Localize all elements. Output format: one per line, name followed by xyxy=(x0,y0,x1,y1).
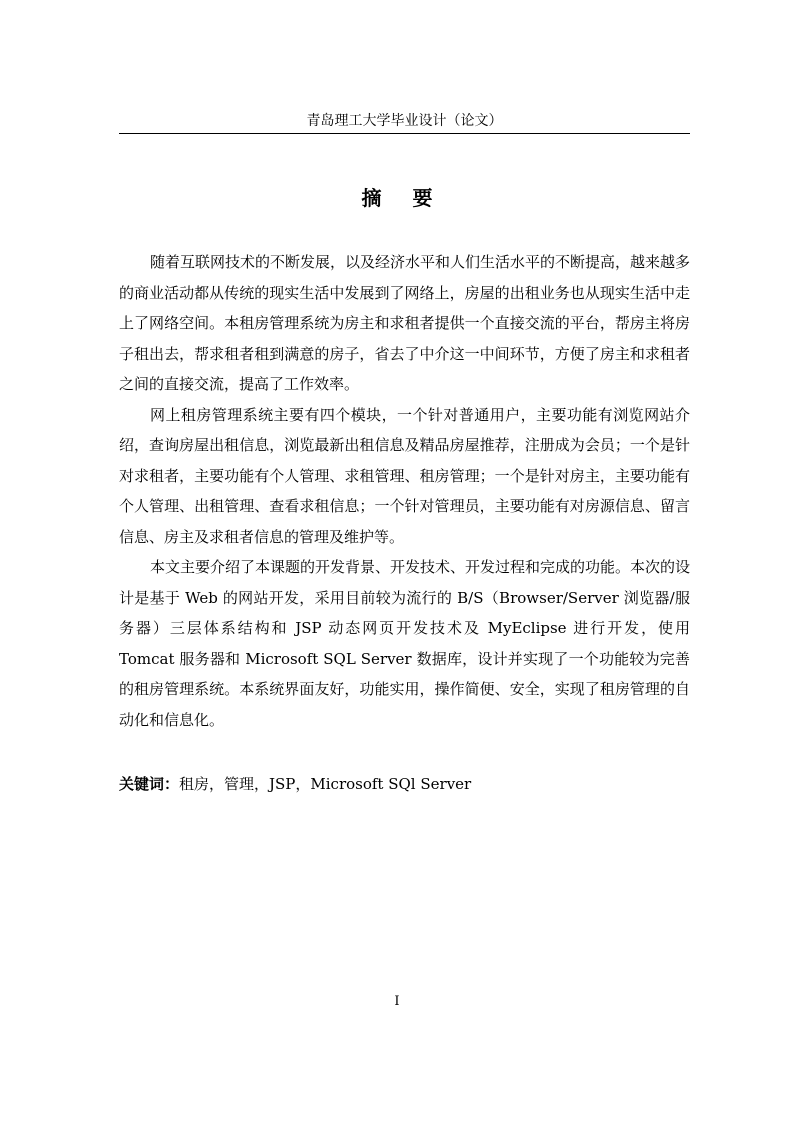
abstract-title: 摘 要 xyxy=(361,186,445,210)
keywords-value: 租房，管理，JSP，Microsoft SQl Server xyxy=(179,775,472,793)
abstract-paragraph-2: 网上租房管理系统主要有四个模块，一个针对普通用户，主要功能有浏览网站介绍，查询房屋出租信息，浏览最新出租信息及精品房屋推荐，注册成为会员；一个是针对求租者，主要功能有个人管理、求租管理、租房管理；一个是针对房主，主要功能有个人管理、出租管理、查看求租信息；一个针对管理员，主要功能有对房源信息、留言信息、房主及求租者信息的管理及维护等。 xyxy=(119,405,690,546)
keywords-label: 关键词： xyxy=(119,775,180,793)
abstract-paragraph-1: 随着互联网技术的不断发展，以及经济水平和人们生活水平的不断提高，越来越多的商业活动都从传统的现实生活中发展到了网络上，房屋的出租业务也从现实生活中走上了网络空间。本租房管理系统为房主和求租者提供一个直接交流的平台，帮房主将房子租出去，帮求租者租到满意的房子，省去了中介这一中间环节，方便了房主和求租者之间的直接交流，提高了工作效率。 xyxy=(119,253,691,393)
header-text: 青岛理工大学毕业设计（论文） xyxy=(306,113,503,129)
abstract-body xyxy=(119,247,690,735)
abstract-paragraph-3: 本文主要介绍了本课题的开发背景、开发技术、开发过程和完成的功能。本次的设计是基于 Web 的网站开发，采用目前较为流行的 B/S（Browser/Server 浏览器/服务器）三层体系结构和 JSP 动态网页开发技术及 MyEclipse 进行开发，使用 Tomcat 服务器和 Microsoft SQL Server 数据库，设计并实现了一个功能较为完善的租房管理系统。本系统界面友好，功能实用，操作简便、安全，实现了租房管理的自动化和信息化。 xyxy=(119,558,691,729)
keywords-line xyxy=(119,772,690,796)
page-header xyxy=(119,111,690,134)
page-number: I xyxy=(394,994,400,1009)
